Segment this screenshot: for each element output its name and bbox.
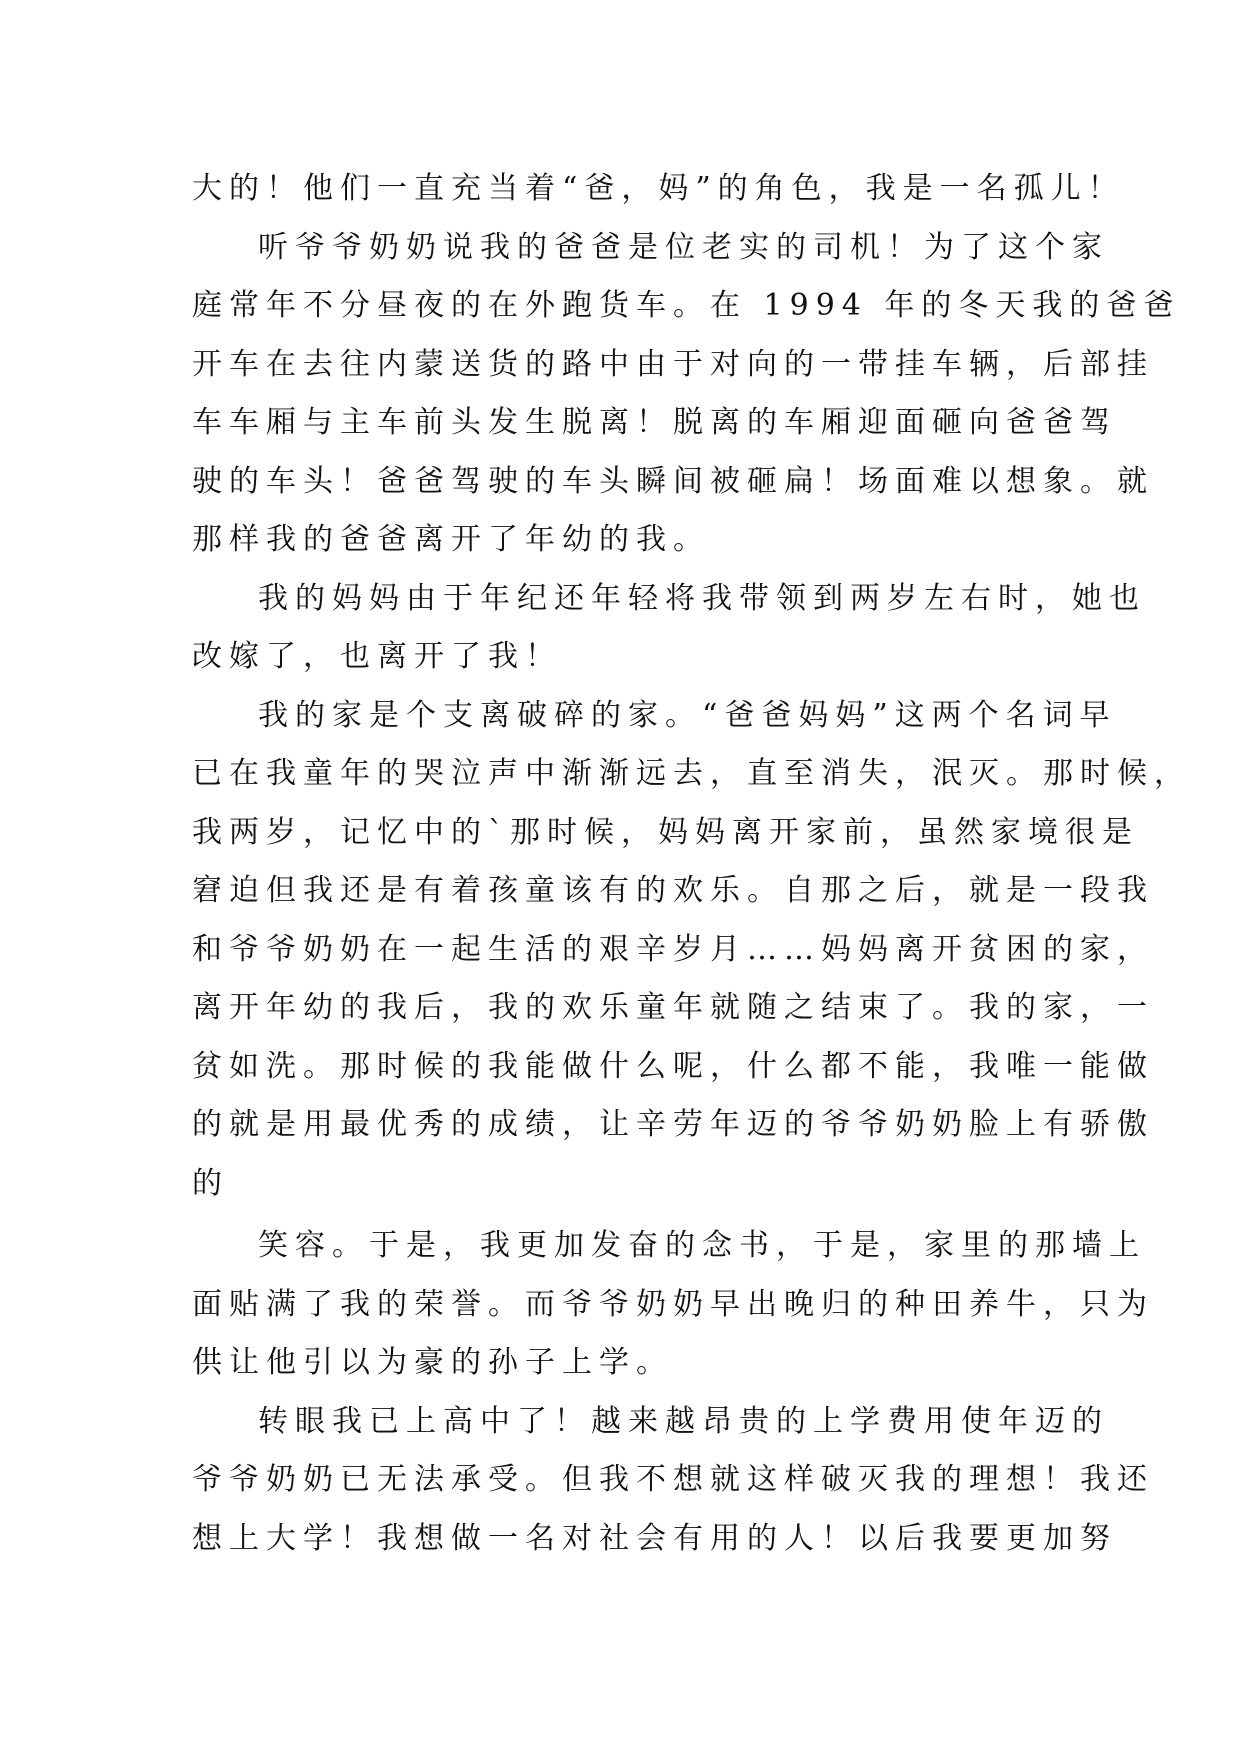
paragraph-start-line: 听爷爷奶奶说我的爸爸是位老实的司机！为了这个家 [258, 229, 1109, 265]
text-line: 驶的车头！爸爸驾驶的车头瞬间被砸扁！场面难以想象。就 [192, 463, 1154, 499]
text-line: 车车厢与主车前头发生脱离！脱离的车厢迎面砸向爸爸驾 [192, 405, 1117, 440]
text-line: 的就是用最优秀的成绩，让辛劳年迈的爷爷奶奶脸上有骄傲 [192, 1107, 1154, 1142]
text-line: 离开年幼的我后，我的欢乐童年就随之结束了。我的家，一 [192, 990, 1154, 1025]
text-line: 供让他引以为豪的孙子上学。 [192, 1345, 673, 1380]
text-line: 改嫁了，也离开了我！ [192, 639, 562, 674]
text-line: 大的！他们一直充当着“爸，妈”的角色，我是一名孤儿！ [192, 171, 1125, 206]
paragraph-start-line: 转眼我已上高中了！越来越昂贵的上学费用使年迈的 [258, 1403, 1109, 1439]
text-line: 的 [192, 1165, 229, 1201]
text-line: 想上大学！我想做一名对社会有用的人！以后我要更加努 [192, 1520, 1117, 1556]
text-line: 窘迫但我还是有着孩童该有的欢乐。自那之后，就是一段我 [192, 873, 1154, 908]
text-line: 已在我童年的哭泣声中渐渐远去，直至消失，泯灭。那时候， [192, 756, 1191, 791]
text-line: 我两岁，记忆中的`那时候，妈妈离开家前，虽然家境很是 [192, 814, 1139, 850]
paragraph-start-line: 我的家是个支离破碎的家。“爸爸妈妈”这两个名词早 [258, 697, 1117, 733]
text-line: 爷爷奶奶已无法承受。但我不想就这样破灭我的理想！我还 [192, 1462, 1154, 1497]
paragraph-start-line: 我的妈妈由于年纪还年轻将我带领到两岁左右时，她也 [258, 580, 1146, 616]
text-line: 开车在去往内蒙送货的路中由于对向的一带挂车辆，后部挂 [192, 346, 1154, 382]
document-body [192, 160, 1191, 1568]
paragraph-start-line: 笑容。于是，我更加发奋的念书，于是，家里的那墙上 [258, 1228, 1146, 1263]
text-line: 贫如洗。那时候的我能做什么呢，什么都不能，我唯一能做 [192, 1048, 1154, 1084]
text-line: 庭常年不分昼夜的在外跑货车。在 1994 年的冬天我的爸爸 [192, 288, 1181, 323]
text-line: 那样我的爸爸离开了年幼的我。 [192, 522, 710, 557]
text-line: 和爷爷奶奶在一起生活的艰辛岁月……妈妈离开贫困的家， [192, 931, 1154, 967]
text-line: 面贴满了我的荣誉。而爷爷奶奶早出晚归的种田养牛，只为 [192, 1286, 1154, 1322]
